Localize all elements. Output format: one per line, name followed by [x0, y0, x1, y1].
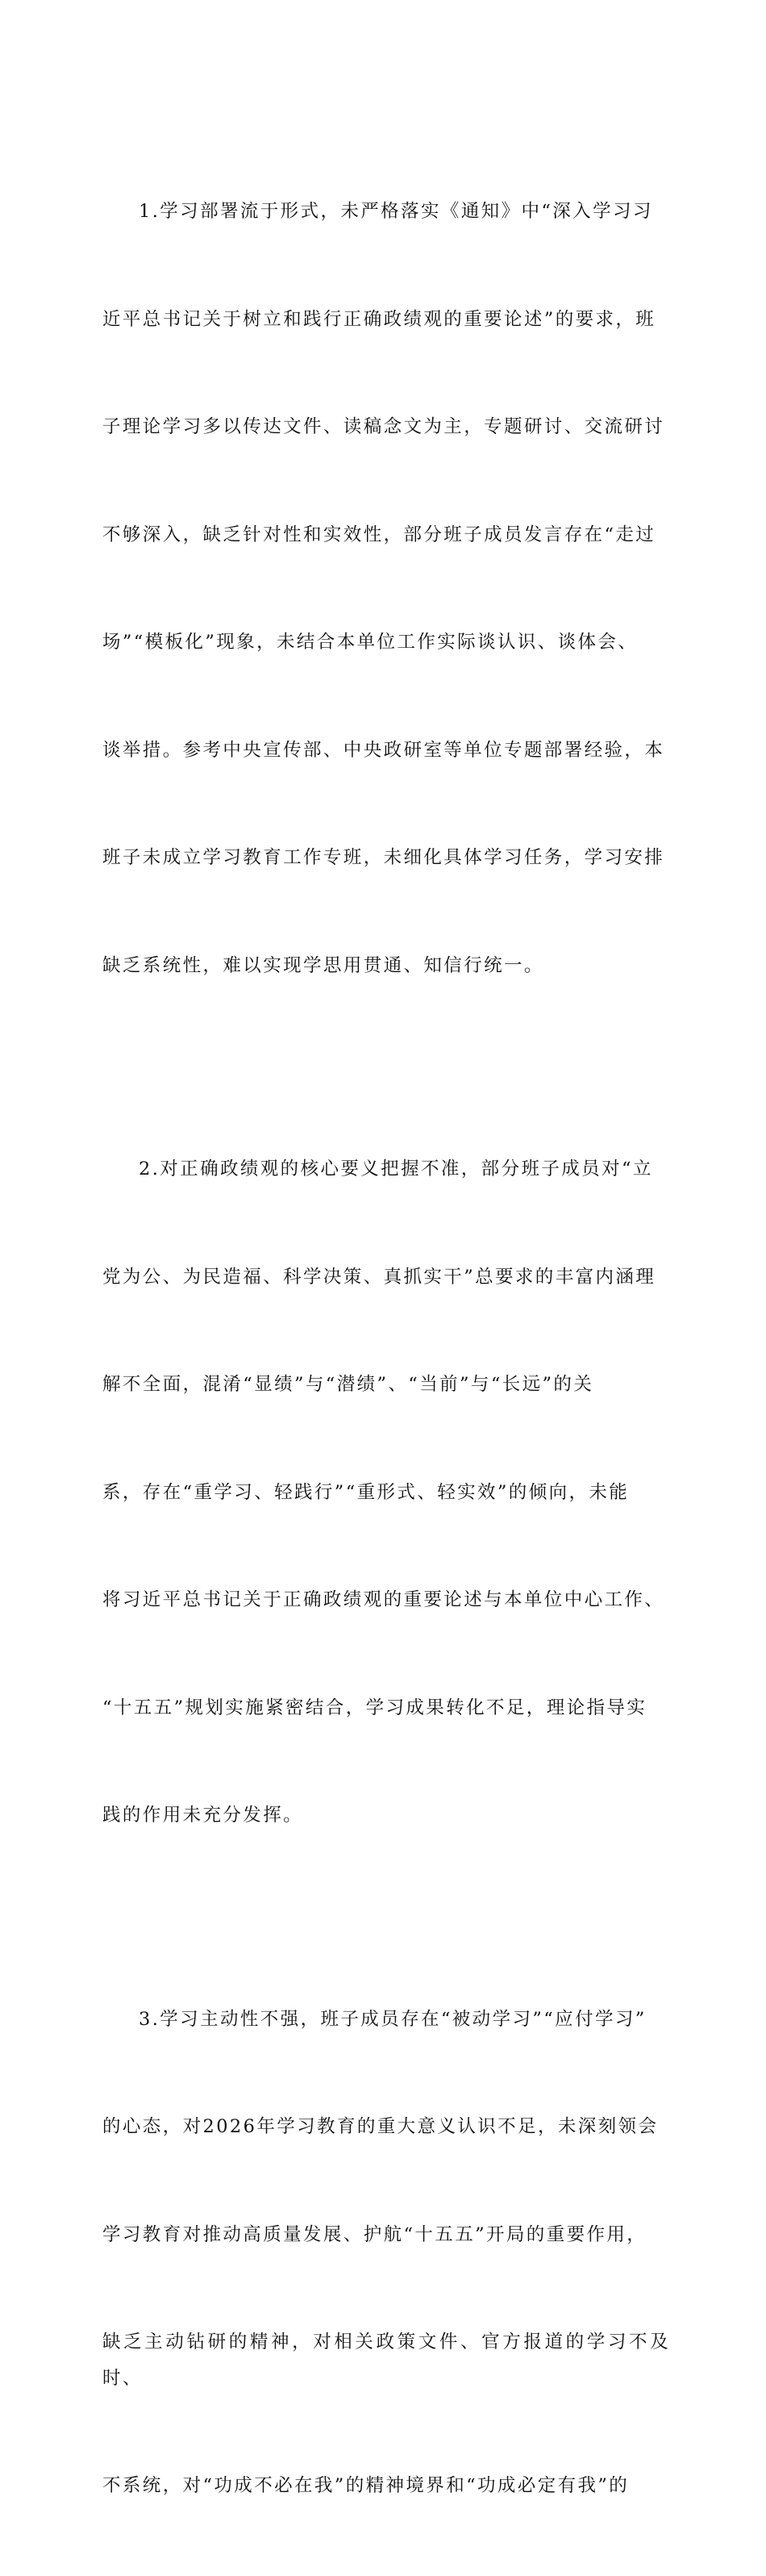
- text-line: 3.学习主动性不强，班子成员存在“被动学习”“应付学习”: [139, 2008, 647, 2030]
- text-line: 班子未成立学习教育工作专班，未细化具体学习任务，学习安排: [102, 847, 665, 868]
- text-line: 践的作用未充分发挥。: [102, 1805, 304, 1826]
- paragraph-2: [102, 1079, 670, 1906]
- text-line: 近平总书记关于树立和践行正确政绩观的重要论述”的要求，班: [102, 308, 656, 330]
- text-line: 解不全面，混淆“显绩”与“潜绩”、“当前”与“长远”的关: [102, 1374, 594, 1395]
- text-line: 系，存在“重学习、轻践行”“重形式、轻实效”的倾向，未能: [102, 1481, 630, 1503]
- paragraph-3: [102, 1930, 670, 2576]
- text-line: 1.学习部署流于形式，未严格落实《通知》中“深入学习习: [139, 201, 653, 222]
- text-line: 将习近平总书记关于正确政绩观的重要论述与本单位中心工作、: [102, 1589, 665, 1610]
- text-line: 2.对正确政绩观的核心要义把握不准，部分班子成员对“立: [139, 1159, 653, 1179]
- text-line: 缺乏主动钻研的精神，对相关政策文件、官方报道的学习不及时、: [102, 2332, 670, 2389]
- text-line: 子理论学习多以传达文件、读稿念文为主，专题研讨、交流研讨: [102, 416, 665, 437]
- text-line: 谈举措。参考中央宣传部、中央政研室等单位专题部署经验，本: [102, 739, 665, 761]
- paragraph-1: [102, 122, 670, 1055]
- text-line: 学习教育对推动高质量发展、护航“十五五”开局的重要作用，: [102, 2223, 647, 2245]
- text-line: 党为公、为民造福、科学决策、真抓实干”总要求的丰富内涵理: [102, 1266, 656, 1288]
- text-line: 不够深入，缺乏针对性和实效性，部分班子成员发言存在“走过: [102, 524, 656, 545]
- text-line: 的心态，对2026年学习教育的重大意义认识不足，未深刻领会: [102, 2116, 659, 2137]
- text-line: 场”“模板化”现象，未结合本单位工作实际谈认识、谈体会、: [102, 632, 639, 653]
- text-line: 缺乏系统性，难以实现学思用贯通、知信行统一。: [102, 954, 544, 976]
- document-body: [102, 122, 670, 2576]
- text-line: “十五五”规划实施紧密结合，学习成果转化不足，理论指导实: [102, 1697, 647, 1718]
- text-line: 不系统，对“功成不必在我”的精神境界和“功成必定有我”的: [102, 2475, 630, 2496]
